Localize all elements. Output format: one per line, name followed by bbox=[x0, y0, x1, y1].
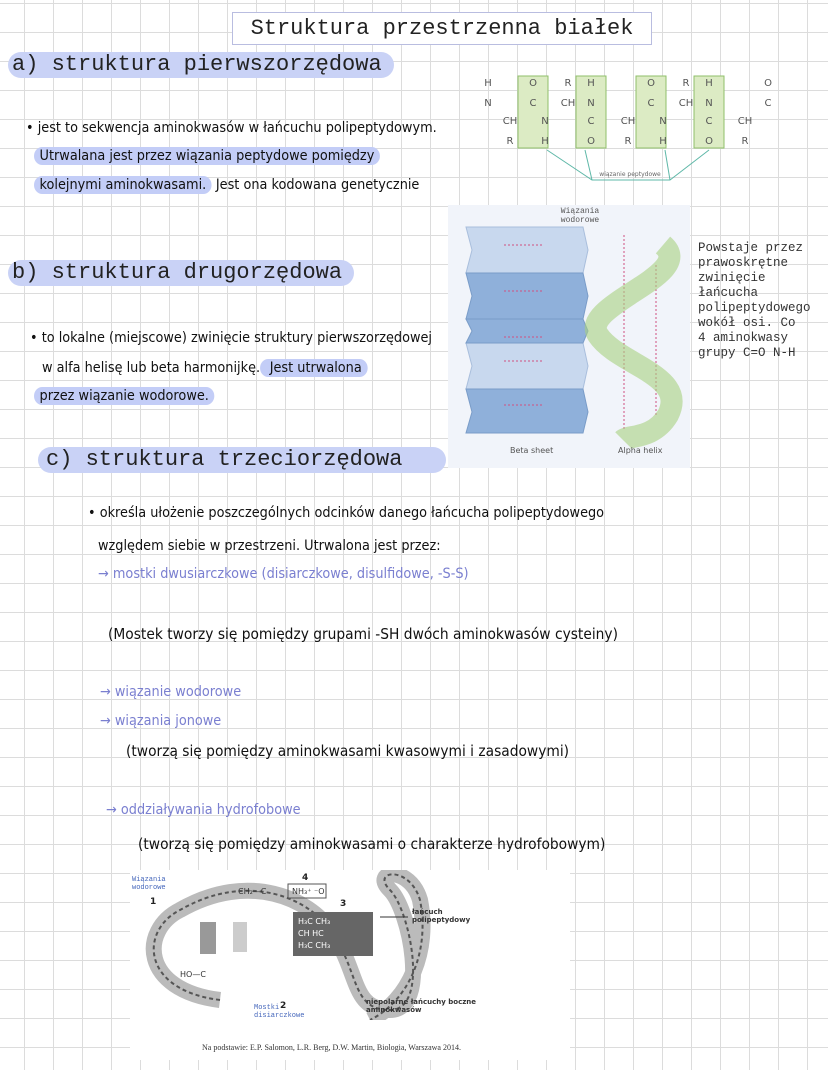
svg-text:R: R bbox=[564, 78, 572, 89]
beta-sheet-label: Beta sheet bbox=[510, 446, 554, 455]
svg-text:N: N bbox=[705, 98, 713, 109]
svg-text:CH HC: CH HC bbox=[298, 929, 324, 938]
svg-text:CH: CH bbox=[620, 116, 636, 127]
svg-text:O: O bbox=[764, 78, 772, 89]
svg-text:H₃C CH₃: H₃C CH₃ bbox=[298, 941, 331, 950]
svg-text:O: O bbox=[705, 136, 713, 147]
svg-text:CH: CH bbox=[678, 98, 694, 109]
text-line: (tworzą się pomiędzy aminokwasami o charakterze hydrofobowym) bbox=[138, 835, 606, 853]
svg-text:H: H bbox=[541, 136, 549, 147]
svg-text:N: N bbox=[541, 116, 549, 127]
text-line: Jest ona kodowana genetycznie bbox=[211, 177, 420, 193]
svg-text:H₃C CH₃: H₃C CH₃ bbox=[298, 917, 331, 926]
svg-text:N: N bbox=[587, 98, 595, 109]
figure-source: Na podstawie: E.P. Salomon, L.R. Berg, D.W. Martin, Biologia, Warszawa 2014. bbox=[202, 1043, 461, 1052]
text-line: w alfa helisę lub beta harmonijkę. bbox=[42, 360, 261, 376]
text-line: • określa ułożenie poszczególnych odcinków danego łańcucha polipeptydowego bbox=[88, 505, 605, 521]
alpha-helix-label: Alpha helix bbox=[618, 446, 663, 455]
svg-text:R: R bbox=[682, 78, 690, 89]
peptide-bond-label: wiązanie peptydowe bbox=[599, 171, 661, 178]
disulfide-label: Mostki disiarczkowe bbox=[254, 1004, 305, 1020]
text-line: (Mostek tworzy się pomiędzy grupami -SH dwóch aminokwasów cysteiny) bbox=[108, 625, 618, 643]
ionic-bond-label: NH₃⁺ ⁻O bbox=[292, 887, 325, 896]
text-line: → wiązania jonowe bbox=[100, 713, 222, 729]
svg-text:C: C bbox=[529, 98, 537, 109]
text-line: → mostki dwusiarczkowe (disiarczkowe, disulfidowe, -S-S) bbox=[98, 566, 469, 582]
nonpolar-label: niepolarne łańcuchy boczne aminokwasów bbox=[366, 998, 477, 1014]
svg-text:CH: CH bbox=[560, 98, 576, 109]
svg-text:CH: CH bbox=[737, 116, 753, 127]
svg-text:N: N bbox=[484, 98, 492, 109]
svg-text:N: N bbox=[659, 116, 667, 127]
svg-text:O: O bbox=[647, 78, 655, 89]
tertiary-structure-figure bbox=[130, 870, 570, 1060]
svg-text:HO—C: HO—C bbox=[180, 970, 206, 979]
svg-text:R: R bbox=[624, 136, 632, 147]
hbond-label: Wiązania wodorowe bbox=[560, 207, 600, 225]
marker-4: 4 bbox=[302, 873, 309, 883]
svg-text:C: C bbox=[705, 116, 713, 127]
text-line: względem siebie w przestrzeni. Utrwalona jest przez: bbox=[98, 538, 441, 554]
svg-text:C: C bbox=[647, 98, 655, 109]
highlighted-text: Jest utrwalona bbox=[260, 359, 367, 377]
heading-secondary-structure: b) struktura drugorzędowa bbox=[8, 260, 354, 286]
svg-text:H: H bbox=[659, 136, 667, 147]
text-line: (tworzą się pomiędzy aminokwasami kwasowymi i zasadowymi) bbox=[126, 742, 570, 760]
highlighted-text: kolejnymi aminokwasami. bbox=[34, 176, 212, 194]
peptide-bond-diagram bbox=[470, 72, 790, 182]
svg-text:R: R bbox=[506, 136, 514, 147]
heading-tertiary-structure: c) struktura trzeciorzędowa bbox=[38, 447, 446, 473]
marker-1: 1 bbox=[150, 897, 157, 907]
text-line: → wiązanie wodorowe bbox=[100, 684, 242, 700]
text-line: • jest to sekwencja aminokwasów w łańcuchu polipeptydowym. bbox=[26, 120, 437, 136]
text-line: • to lokalne (miejscowe) zwinięcie struktury pierwszorzędowej bbox=[30, 330, 433, 346]
highlighted-text: przez wiązanie wodorowe. bbox=[34, 387, 214, 405]
svg-text:CH₂—C: CH₂—C bbox=[238, 887, 267, 896]
highlighted-text: Utrwalana jest przez wiązania peptydowe pomiędzy bbox=[34, 147, 380, 165]
secondary-structure-figure bbox=[448, 205, 690, 468]
heading-primary-structure: a) struktura pierwszorzędowa bbox=[8, 52, 394, 78]
marker-3: 3 bbox=[340, 899, 347, 909]
svg-text:H: H bbox=[484, 78, 492, 89]
marker-2: 2 bbox=[280, 1001, 287, 1011]
page-title: Struktura przestrzenna białek bbox=[232, 12, 652, 45]
side-note: Powstaje przez prawoskrętne zwinięcie łańcucha polipeptydowego wokół osi. Co 4 aminokwasy grupy C=O N-H bbox=[698, 241, 811, 360]
svg-text:R: R bbox=[741, 136, 749, 147]
svg-text:C: C bbox=[764, 98, 772, 109]
hbond-label: Wiązania wodorowe bbox=[132, 876, 166, 892]
svg-text:C: C bbox=[587, 116, 595, 127]
svg-text:CH: CH bbox=[502, 116, 518, 127]
svg-text:H: H bbox=[705, 78, 713, 89]
svg-text:O: O bbox=[529, 78, 537, 89]
svg-text:H: H bbox=[587, 78, 595, 89]
text-line: → oddziaływania hydrofobowe bbox=[106, 802, 301, 818]
chain-label: łańcuch polipeptydowy bbox=[412, 908, 471, 924]
svg-text:O: O bbox=[587, 136, 595, 147]
